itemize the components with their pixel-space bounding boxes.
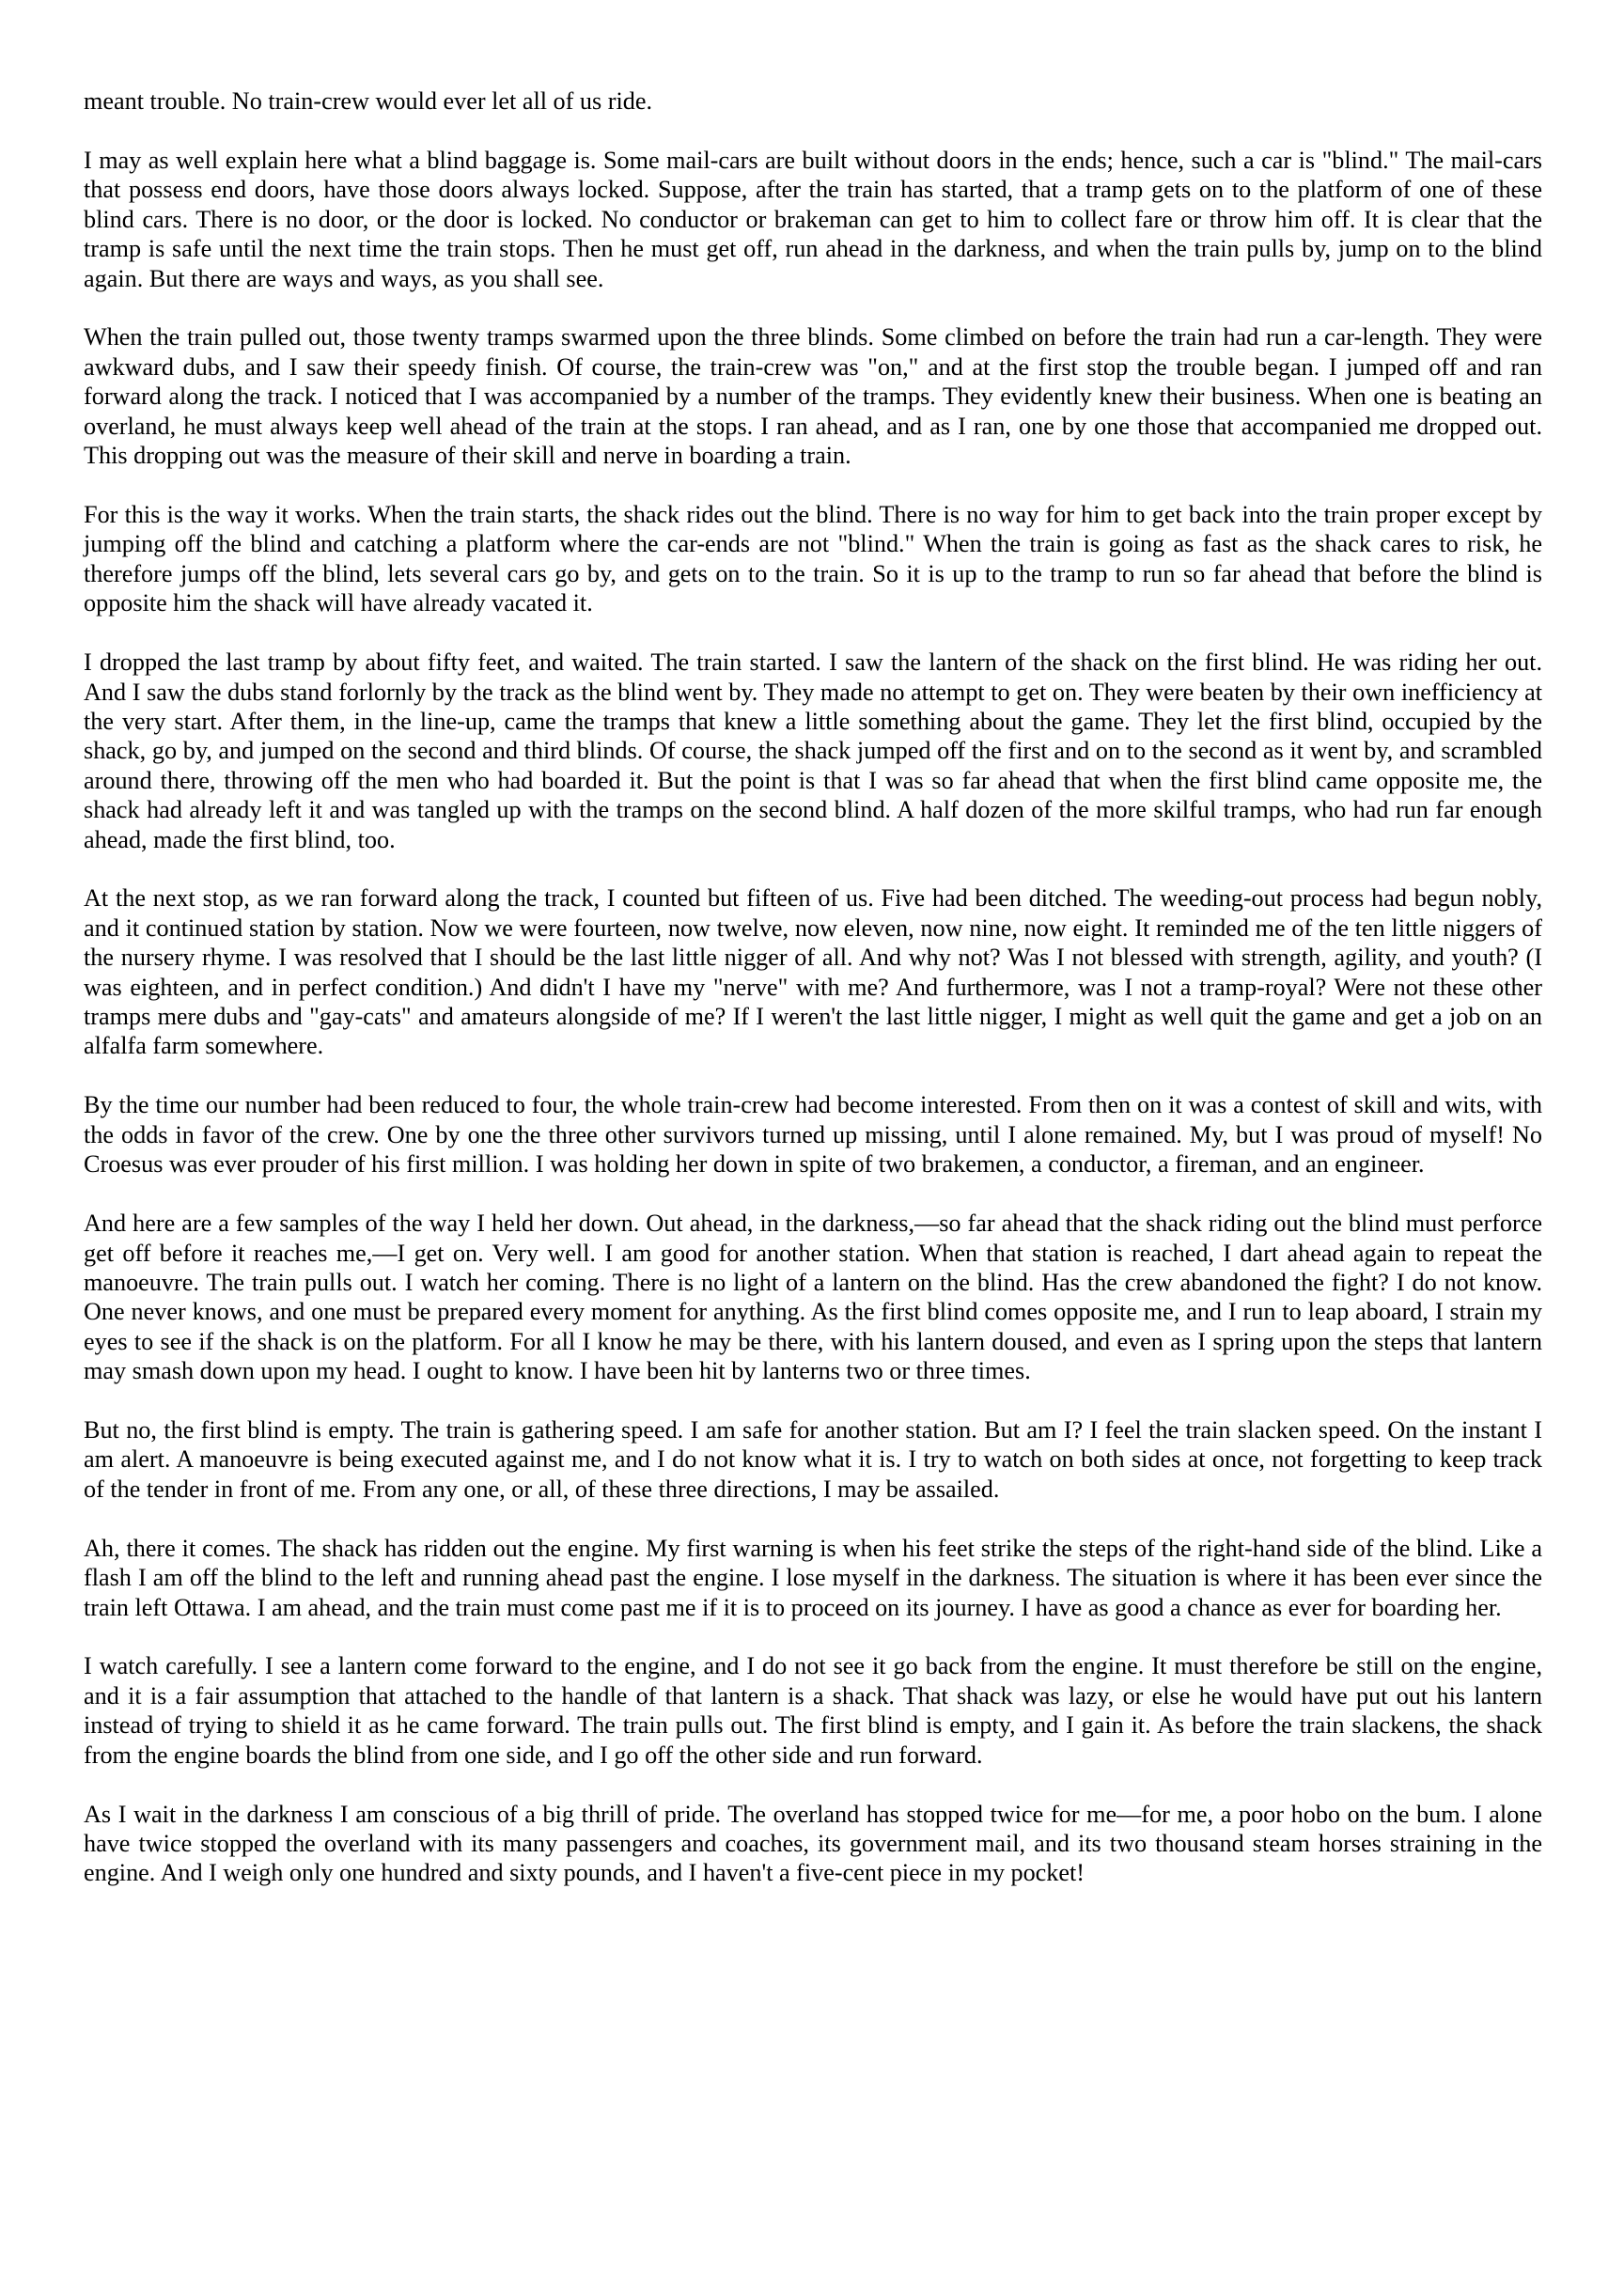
paragraph-2: I may as well explain here what a blind baggage is. Some mail-cars are built without doors in the ends; hence, such a car is "blind." The mail-cars that possess end doors, have those doors always locked. Suppose, after the train has started, that a tramp gets on to the platform of one of these blind cars. There is no door, or the door is locked. No conductor or brakeman can get to him to collect fare or throw him off. It is clear that the tramp is safe until the next time the train stops. Then he must get off, run ahead in the darkness, and when the train pulls by, jump on to the blind again. But there are ways and ways, as you shall see. — [84, 146, 1542, 292]
paragraph-11: I watch carefully. I see a lantern come forward to the engine, and I do not see it go back from the engine. It must therefore be still on the engine, and it is a fair assumption that attached to the handle of that lantern is a shack. That shack was lazy, or else he would have put out his lantern instead of trying to shield it as he came forward. The train pulls out. The first blind is empty, and I gain it. As before the train slackens, the shack from the engine boards the blind from one side, and I go off the other side and run forward. — [84, 1652, 1542, 1769]
paragraph-4: For this is the way it works. When the train starts, the shack rides out the blind. There is no way for him to get back into the train proper except by jumping off the blind and catching a platform where the car-ends are not "blind." When the train is going as fast as the shack cares to risk, he therefore jumps off the blind, lets several cars go by, and gets on to the train. So it is up to the tramp to run so far ahead that before the blind is opposite him the shack will have already vacated it. — [84, 500, 1542, 617]
paragraph-10: Ah, there it comes. The shack has ridden out the engine. My first warning is when his feet strike the steps of the right-hand side of the blind. Like a flash I am off the blind to the left and running ahead past the engine. I lose myself in the darkness. The situation is where it has been ever since the train left Ottawa. I am ahead, and the train must come past me if it is to proceed on its journey. I have as good a chance as ever for boarding her. — [84, 1534, 1542, 1621]
paragraph-5: I dropped the last tramp by about fifty feet, and waited. The train started. I saw the lantern of the shack on the first blind. He was riding her out. And I saw the dubs stand forlornly by the track as the blind went by. They made no attempt to get on. They were beaten by their own inefficiency at the very start. After them, in the line-up, came the tramps that knew a little something about the game. They let the first blind, occupied by the shack, go by, and jumped on the second and third blinds. Of course, the shack jumped off the first and on to the second as it went by, and scrambled around there, throwing off the men who had boarded it. But the point is that I was so far ahead that when the first blind came opposite me, the shack had already left it and was tangled up with the tramps on the second blind. A half dozen of the more skilful tramps, who had run far enough ahead, made the first blind, too. — [84, 648, 1542, 853]
paragraph-8: And here are a few samples of the way I held her down. Out ahead, in the darkness,—so far ahead that the shack riding out the blind must perforce get off before it reaches me,—I get on. Very well. I am good for another station. When that station is reached, I dart ahead again to repeat the manoeuvre. The train pulls out. I watch her coming. There is no light of a lantern on the blind. Has the crew abandoned the fight? I do not know. One never knows, and one must be prepared every moment for anything. As the first blind comes opposite me, and I run to leap aboard, I strain my eyes to see if the shack is on the platform. For all I know he may be there, with his lantern doused, and even as I spring upon the steps that lantern may smash down upon my head. I ought to know. I have been hit by lanterns two or three times. — [84, 1210, 1542, 1385]
paragraph-12: As I wait in the darkness I am conscious of a big thrill of pride. The overland has stopped twice for me—for me, a poor hobo on the bum. I alone have twice stopped the overland with its many passengers and coaches, its government mail, and its two thousand steam horses straining in the engine. And I weigh only one hundred and sixty pounds, and I haven't a five-cent piece in my pocket! — [84, 1800, 1542, 1887]
document-page — [84, 86, 1542, 1917]
paragraph-9: But no, the first blind is empty. The train is gathering speed. I am safe for another station. But am I? I feel the train slacken speed. On the instant I am alert. A manoeuvre is being executed against me, and I do not know what it is. I try to watch on both sides at once, not forgetting to keep track of the tender in front of me. From any one, or all, of these three directions, I may be assailed. — [84, 1416, 1542, 1503]
paragraph-3: When the train pulled out, those twenty tramps swarmed upon the three blinds. Some climbed on before the train had run a car-length. They were awkward dubs, and I saw their speedy finish. Of course, the train-crew was "on," and at the first stop the trouble began. I jumped off and ran forward along the track. I noticed that I was accompanied by a number of the tramps. They evidently knew their business. When one is beating an overland, he must always keep well ahead of the train at the stops. I ran ahead, and as I ran, one by one those that accompanied me dropped out. This dropping out was the measure of their skill and nerve in boarding a train. — [84, 323, 1542, 470]
paragraph-7: By the time our number had been reduced to four, the whole train-crew had become interested. From then on it was a contest of skill and wits, with the odds in favor of the crew. One by one the three other survivors turned up missing, until I alone remained. My, but I was proud of myself! No Croesus was ever prouder of his first million. I was holding her down in spite of two brakemen, a conductor, a fireman, and an engineer. — [84, 1091, 1542, 1179]
paragraph-1: meant trouble. No train-crew would ever let all of us ride. — [84, 87, 653, 115]
paragraph-6: At the next stop, as we ran forward along the track, I counted but fifteen of us. Five had been ditched. The weeding-out process had begun nobly, and it continued station by station. Now we were fourteen, now twelve, now eleven, now nine, now eight. It reminded me of the ten little niggers of the nursery rhyme. I was resolved that I should be the last little nigger of all. And why not? Was I not blessed with strength, agility, and youth? (I was eighteen, and in perfect condition.) And didn't I have my "nerve" with me? And furthermore, was I not a tramp-royal? Were not these other tramps mere dubs and "gay-cats" and amateurs alongside of me? If I weren't the last little nigger, I might as well quit the game and get a job on an alfalfa farm somewhere. — [84, 884, 1542, 1060]
